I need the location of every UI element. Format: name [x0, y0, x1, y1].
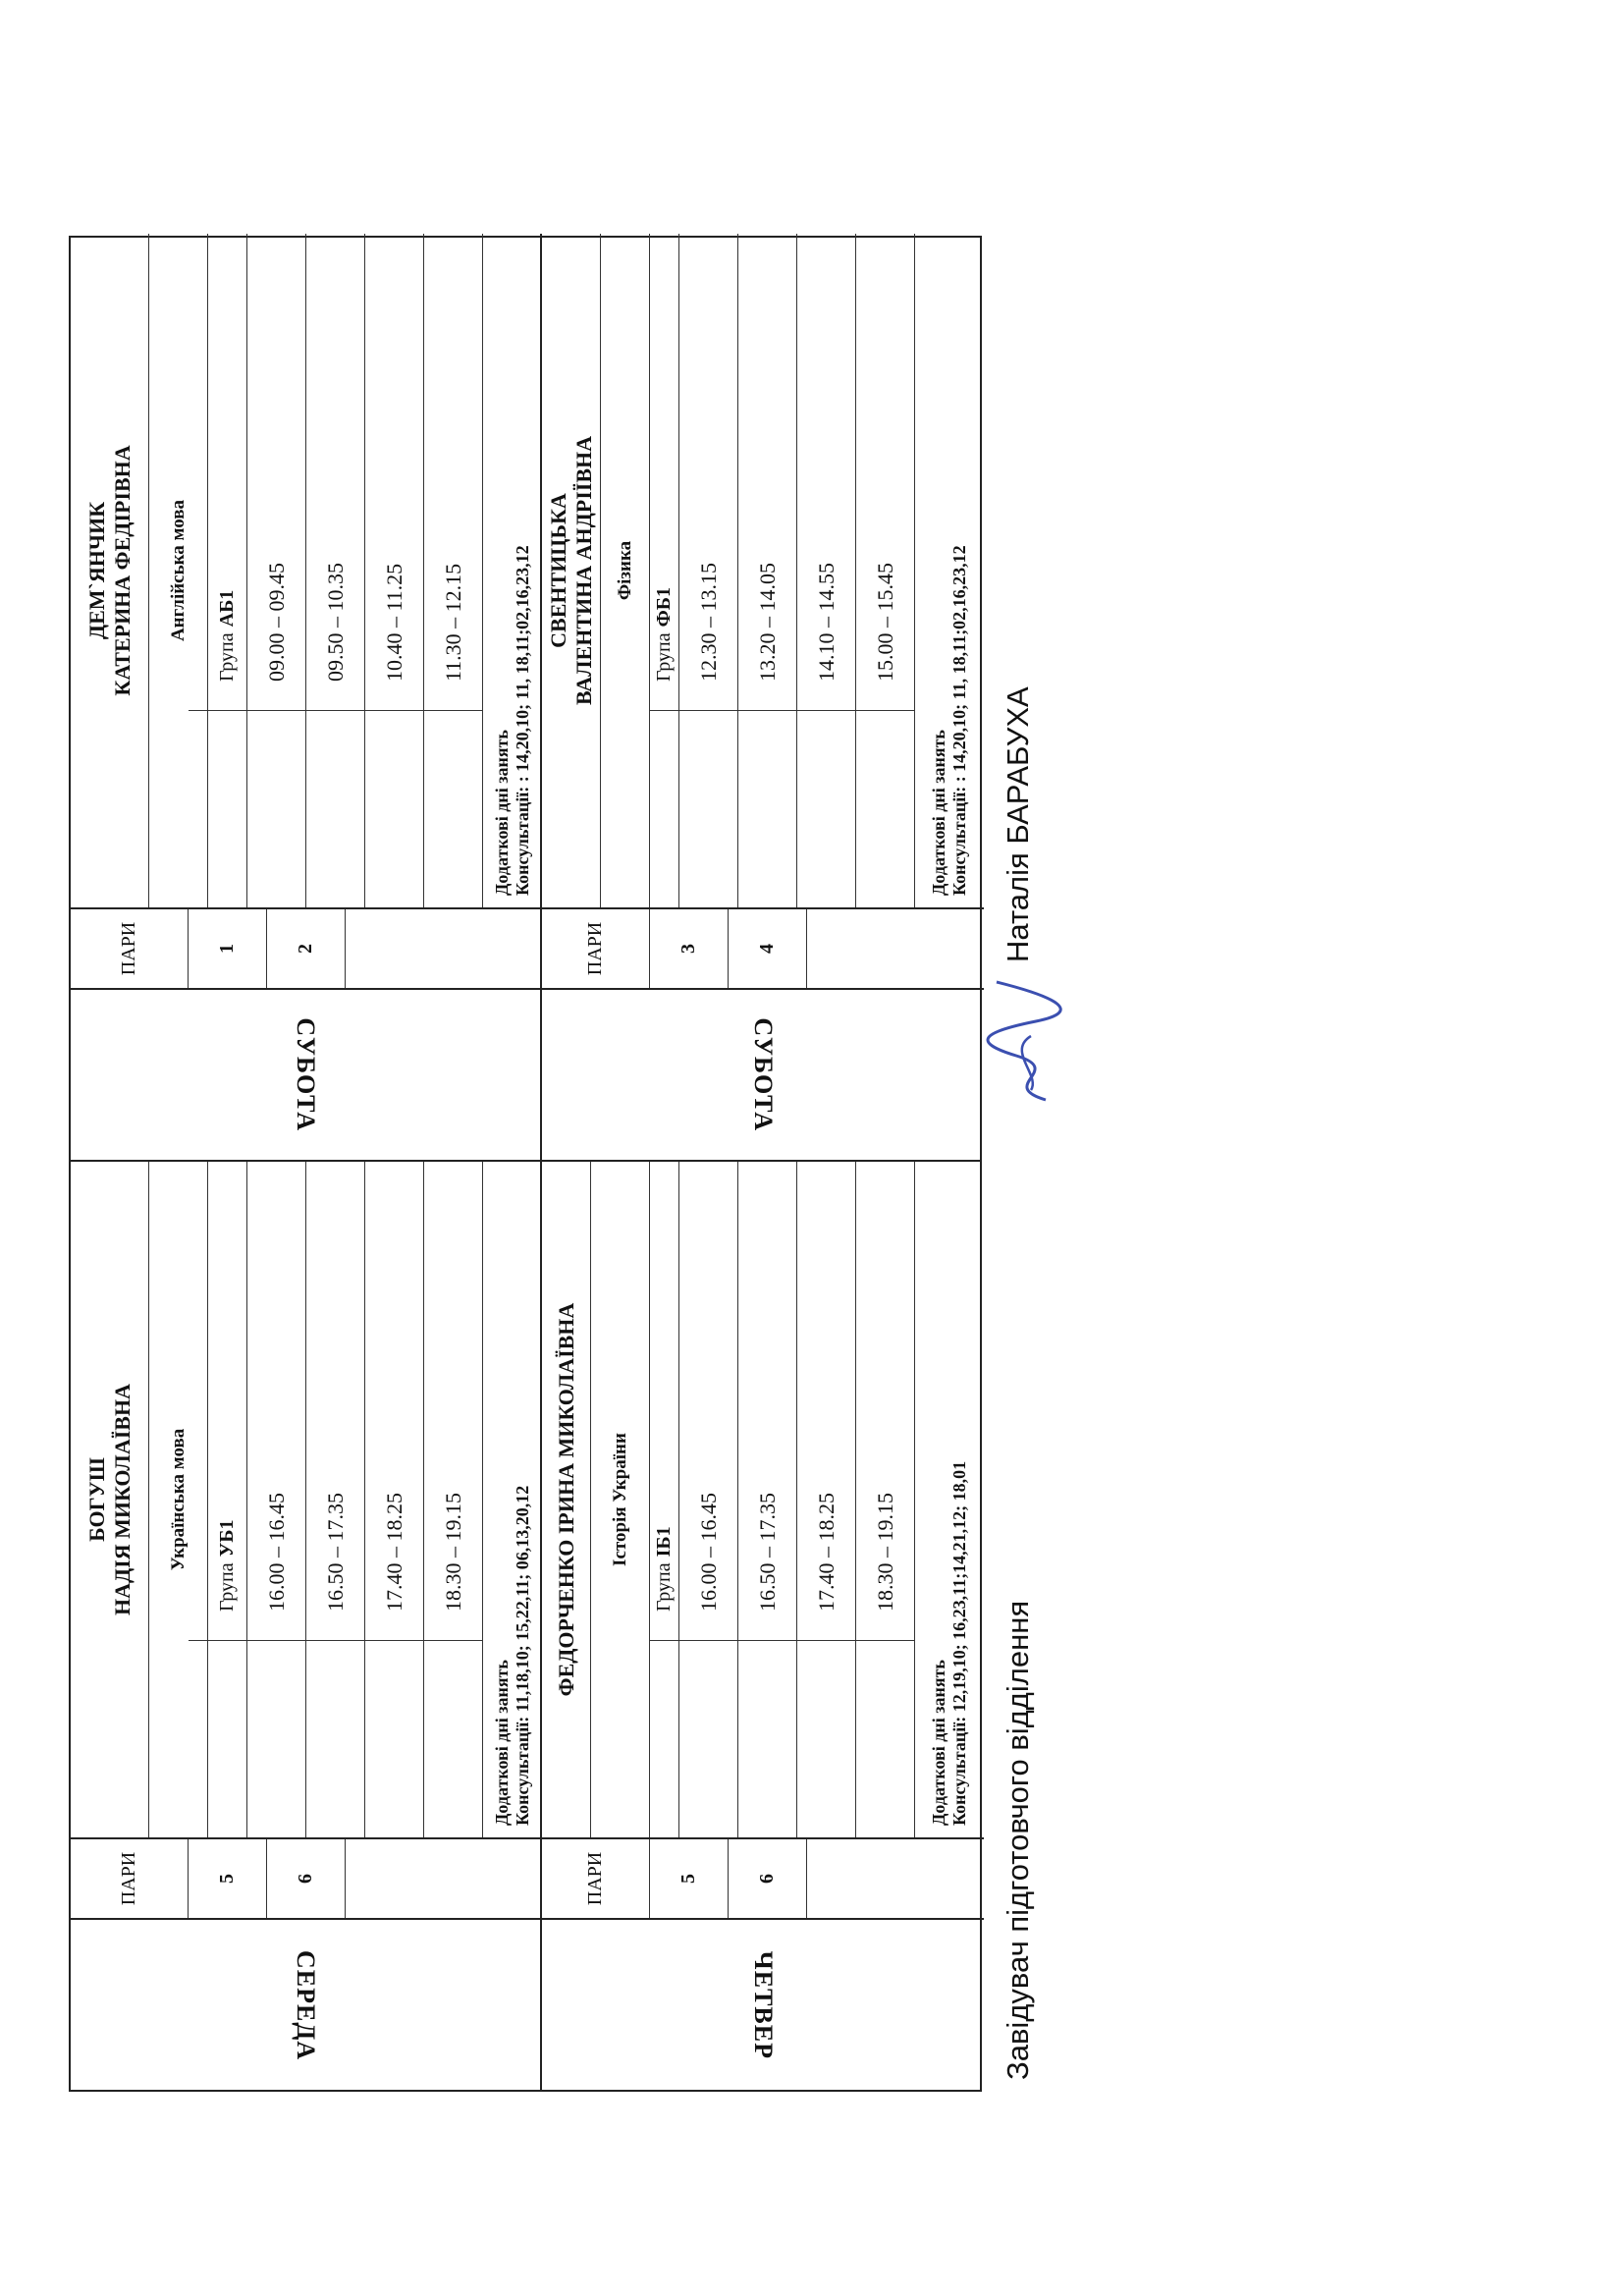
teacher-fullname: ФЕДОРЧЕНКО ІРИНА МИКОЛАЇВНА	[553, 1302, 578, 1697]
pairs-column	[542, 907, 984, 988]
pairs-header: ПАРИ	[71, 909, 189, 988]
group-code: УБ1	[216, 1519, 238, 1558]
time-slot: 11.30 – 12.15	[424, 234, 483, 907]
consultations: Консультації: 11,18,10; 15,22,11; 06,13,20,12	[513, 1485, 532, 1826]
teacher-surname: БОГУШ	[84, 1457, 110, 1542]
pairs-empty	[346, 1839, 542, 1918]
time-slot: 13.20 – 14.05	[738, 234, 797, 907]
pairs-empty	[807, 1839, 984, 1918]
teacher-name	[542, 1162, 591, 1837]
time-slot: 17.40 – 18.25	[797, 1162, 856, 1837]
time-slot: 09.00 – 09.45	[247, 234, 306, 907]
signature-footer	[997, 236, 1056, 2092]
day-cell	[542, 988, 984, 1160]
day-cell	[71, 988, 540, 1160]
time-slot: 17.40 – 18.25	[365, 1162, 424, 1837]
left-half	[71, 1162, 980, 2090]
teacher-given: НАДІЯ МИКОЛАЇВНА	[109, 1384, 135, 1615]
signer-name: Наталія БАРАБУХА	[1001, 686, 1035, 962]
notes	[915, 234, 984, 907]
consultations: Консультації: : 14,20,10; 11, 18,11;02,16,23,12	[949, 545, 969, 896]
content-column	[71, 1162, 540, 1837]
teacher-name	[71, 1162, 149, 1837]
time-slot: 18.30 – 19.15	[856, 1162, 915, 1837]
time-slot: 15.00 – 15.45	[856, 234, 915, 907]
teacher-surname: СВЕНТИЦЬКА	[546, 493, 571, 648]
day-label: СУБОТА	[292, 1017, 320, 1132]
block-saturday-1	[71, 234, 542, 1160]
day-cell	[71, 1918, 540, 2090]
block-wednesday	[71, 1162, 542, 2090]
subject: Історія України	[591, 1162, 650, 1837]
grid-line	[650, 710, 915, 711]
pairs-header: ПАРИ	[542, 1839, 650, 1918]
notes	[483, 1162, 542, 1837]
content-column	[542, 1162, 984, 1837]
extra-days-label: Додаткові дні занять	[929, 730, 949, 896]
pair-number: 5	[189, 1839, 267, 1918]
handwritten-signature	[977, 972, 1075, 1110]
group	[208, 234, 247, 907]
content-column	[542, 234, 984, 907]
teacher-surname: ДЕМ`ЯНЧИК	[84, 501, 110, 640]
pair-number: 3	[650, 909, 729, 988]
pairs-empty	[346, 909, 542, 988]
time-slot: 14.10 – 14.55	[797, 234, 856, 907]
group	[650, 1162, 679, 1837]
time-slot: 16.50 – 17.35	[306, 1162, 365, 1837]
extra-days-label: Додаткові дні занять	[492, 730, 513, 896]
teacher-given: КАТЕРИНА ФЕДІРІВНА	[109, 445, 135, 696]
grid-line	[189, 1640, 483, 1641]
time-slot: 16.00 – 16.45	[247, 1162, 306, 1837]
consultations: Консультації: 12,19,10; 16,23,11;14,21,12; 18,01	[949, 1460, 969, 1826]
subject: Українська мова	[149, 1162, 208, 1837]
day-label: СЕРЕДА	[292, 1949, 320, 2060]
time-slot: 09.50 – 10.35	[306, 234, 365, 907]
time-slot: 16.50 – 17.35	[738, 1162, 797, 1837]
signer-role: Завідувач підготовчого відділення	[1001, 1600, 1035, 2080]
pairs-column	[542, 1837, 984, 1918]
pair-number: 1	[189, 909, 267, 988]
group-code: ІБ1	[653, 1526, 675, 1558]
grid-line	[189, 710, 483, 711]
right-half	[71, 234, 980, 1162]
pairs-empty	[807, 909, 984, 988]
day-label: СУБОТА	[749, 1017, 778, 1132]
pairs-column	[71, 1837, 540, 1918]
time-slot: 18.30 – 19.15	[424, 1162, 483, 1837]
teacher-given: ВАЛЕНТИНА АНДРІЇВНА	[570, 436, 596, 706]
pair-number: 2	[267, 909, 346, 988]
subject: Англійська мова	[149, 234, 208, 907]
group-prefix: Група	[216, 632, 238, 682]
schedule-table	[69, 236, 982, 2092]
teacher-name	[542, 234, 601, 907]
time-slot: 12.30 – 13.15	[679, 234, 738, 907]
group	[650, 234, 679, 907]
group-prefix: Група	[653, 1562, 675, 1612]
pairs-header: ПАРИ	[542, 909, 650, 988]
group-prefix: Група	[216, 1562, 238, 1612]
block-thursday	[542, 1162, 984, 2090]
grid-line	[650, 1640, 915, 1641]
pair-number: 4	[729, 909, 807, 988]
day-label: ЧЕТВЕР	[749, 1950, 778, 2059]
pair-number: 6	[729, 1839, 807, 1918]
time-slot: 10.40 – 11.25	[365, 234, 424, 907]
pairs-column	[71, 907, 540, 988]
day-cell	[542, 1918, 984, 2090]
block-saturday-2	[542, 234, 984, 1160]
consultations: Консультації: : 14,20,10; 11, 18,11;02,16,23,12	[513, 545, 532, 896]
pairs-header: ПАРИ	[71, 1839, 189, 1918]
extra-days-label: Додаткові дні занять	[492, 1660, 513, 1826]
notes	[915, 1162, 984, 1837]
time-slot: 16.00 – 16.45	[679, 1162, 738, 1837]
subject: Фізика	[601, 234, 650, 907]
group-prefix: Група	[653, 632, 675, 682]
teacher-name	[71, 234, 149, 907]
extra-days-label: Додаткові дні занять	[929, 1660, 949, 1826]
content-column	[71, 234, 540, 907]
pair-number: 5	[650, 1839, 729, 1918]
pair-number: 6	[267, 1839, 346, 1918]
rotated-content	[69, 226, 1051, 2092]
group-code: АБ1	[216, 589, 238, 628]
notes	[483, 234, 542, 907]
group	[208, 1162, 247, 1837]
group-code: ФБ1	[653, 586, 675, 628]
